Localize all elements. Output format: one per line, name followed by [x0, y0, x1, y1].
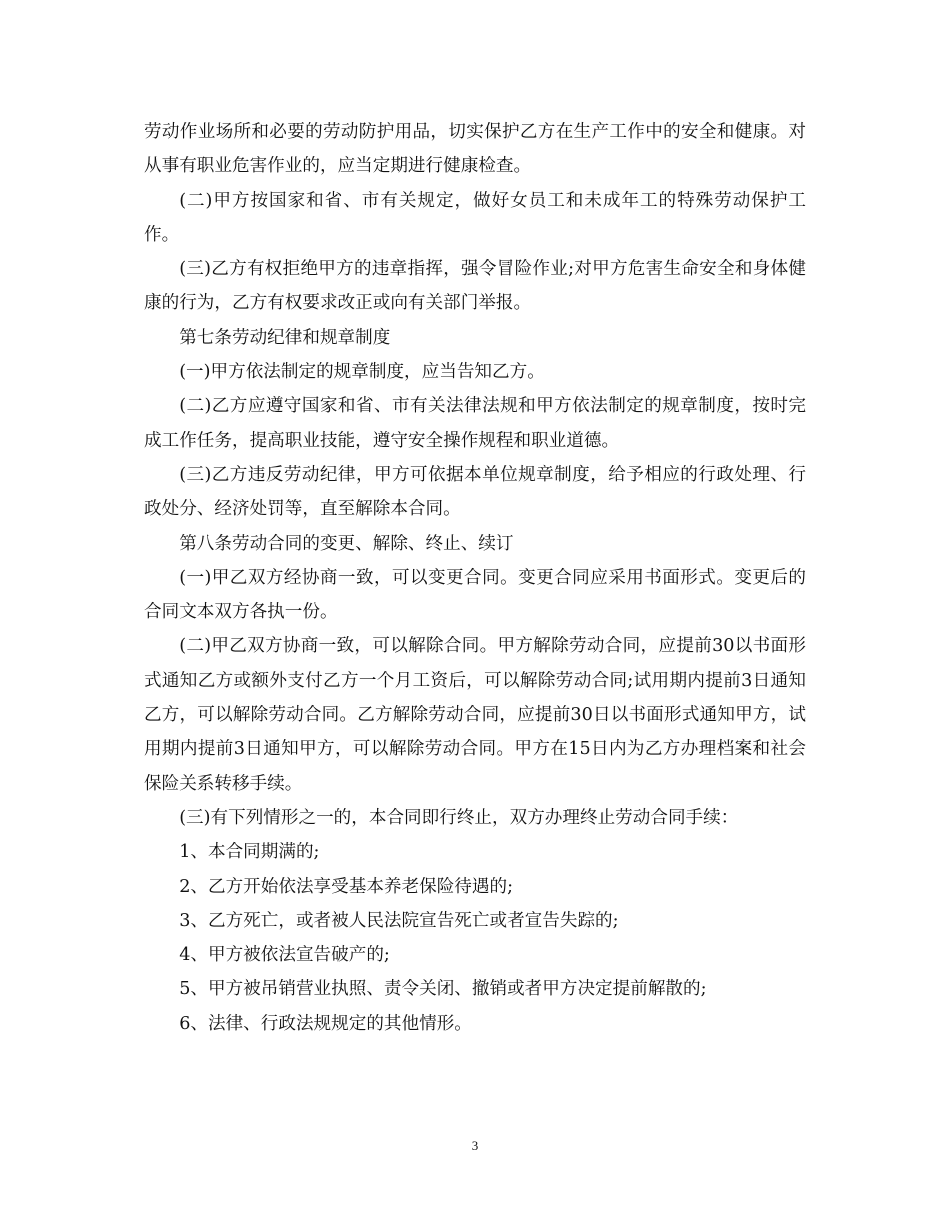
list-item-4: 4、甲方被依法宣告破产的;: [179, 945, 390, 966]
section-heading-article-7: 第七条劳动纪律和规章制度: [179, 327, 391, 348]
list-item-1: 1、本合同期满的;: [179, 842, 320, 863]
paragraph-10: (二)甲乙双方协商一致，可以解除合同。甲方解除劳动合同，应提前30以书面形式通知乙方或额外支付乙方一个月工资后，可以解除劳动合同;试用期内提前3日通知乙方，可以解除劳动合同。乙方解除劳动合同，应提前30日以书面形式通知甲方，试用期内提前3日通知甲方，可以解除劳动合同。甲方在15日内为乙方办理档案和社会保险关系转移手续。: [144, 636, 806, 794]
paragraph-9: (一)甲乙双方经协商一致，可以变更合同。变更合同应采用书面形式。变更后的合同文本双方各执一份。: [144, 567, 806, 623]
list-item-2: 2、乙方开始依法享受基本养老保险待遇的;: [179, 876, 513, 897]
document-body: [144, 115, 806, 1041]
paragraph-7: (三)乙方违反劳动纪律，甲方可依据本单位规章制度，给予相应的行政处理、行政处分、经济处罚等，直至解除本合同。: [144, 464, 806, 520]
paragraph-1: 劳动作业场所和必要的劳动防护用品，切实保护乙方在生产工作中的安全和健康。对从事有职业危害作业的，应当定期进行健康检查。: [144, 122, 806, 177]
list-item-5: 5、甲方被吊销营业执照、责令关闭、撤销或者甲方决定提前解散的;: [179, 979, 707, 1000]
paragraph-3: (三)乙方有权拒绝甲方的违章指挥，强令冒险作业;对甲方危害生命安全和身体健康的行为，乙方有权要求改正或向有关部门举报。: [144, 259, 806, 314]
page-number: 3: [471, 1138, 479, 1153]
list-item-6: 6、法律、行政法规规定的其他情形。: [179, 1013, 472, 1034]
paragraph-11: (三)有下列情形之一的，本合同即行终止，双方办理终止劳动合同手续：: [179, 807, 739, 828]
paragraph-2: (二)甲方按国家和省、市有关规定，做好女员工和未成年工的特殊劳动保护工作。: [144, 190, 806, 245]
paragraph-5: (一)甲方依法制定的规章制度，应当告知乙方。: [179, 362, 545, 383]
paragraph-6: (二)乙方应遵守国家和省、市有关法律法规和甲方依法制定的规章制度，按时完成工作任务，提高职业技能，遵守安全操作规程和职业道德。: [144, 396, 806, 451]
section-heading-article-8: 第八条劳动合同的变更、解除、终止、续订: [179, 533, 514, 554]
list-item-3: 3、乙方死亡，或者被人民法院宣告死亡或者宣告失踪的;: [179, 910, 619, 931]
